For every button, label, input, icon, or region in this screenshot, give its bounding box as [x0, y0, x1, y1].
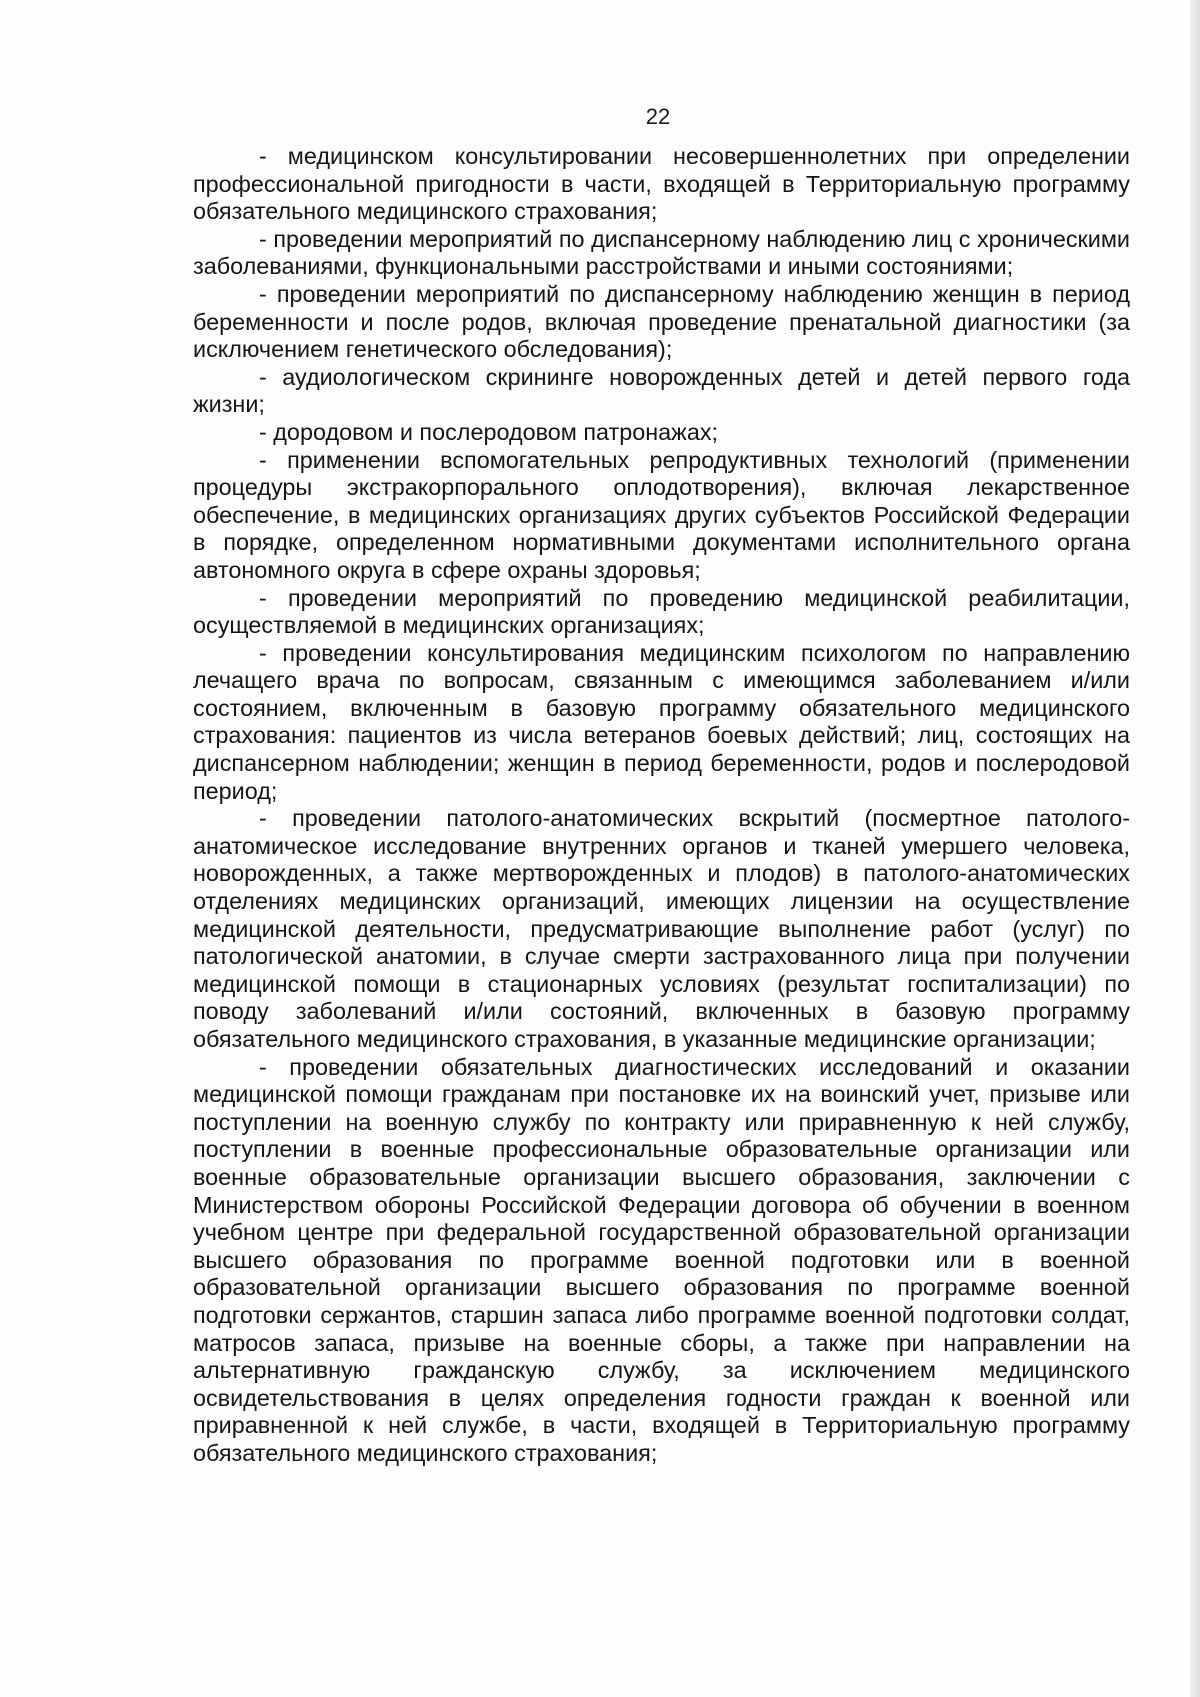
paragraph-4: - аудиологическом скрининге новорожденных детей и детей первого года жизни; [193, 363, 1130, 418]
paragraph-7: - проведении мероприятий по проведению медицинской реабилитации, осуществляемой в медицинских организациях; [193, 584, 1130, 639]
page-edge-shadow [1190, 0, 1200, 1697]
paragraph-3: - проведении мероприятий по диспансерному наблюдению женщин в период беременности и после родов, включая проведение пренатальной диагностики (за исключением генетического обследования); [193, 280, 1130, 363]
paragraph-10: - проведении обязательных диагностических исследований и оказании медицинской помощи гражданам при постановке их на воинский учет, призыве или поступлении на военную службу по контракту или приравненную к ней службу, поступлении в военные профессиональные образовательные организации или военные образовательные организации высшего образования, заключении с Министерством обороны Российской Федерации договора об обучении в военном учебном центре при федеральной государственной образовательной организации высшего образования по программе военной подготовки или в военной образовательной организации высшего образования по программе военной подготовки сержантов, старшин запаса либо программе военной подготовки солдат, матросов запаса, призыве на военные сборы, а также при направлении на альтернативную гражданскую службу, за исключением медицинского освидетельствования в целях определения годности граждан к военной или приравненной к ней службе, в части, входящей в Территориальную программу обязательного медицинского страхования; [193, 1053, 1130, 1466]
page-number: 22 [645, 104, 671, 129]
paragraph-2: - проведении мероприятий по диспансерному наблюдению лиц с хроническими заболеваниями, функциональными расстройствами и иными состояниями; [193, 225, 1130, 280]
paragraph-9: - проведении патолого-анатомических вскрытий (посмертное патолого-анатомическое исследование внутренних органов и тканей умершего человека, новорожденных, а также мертворожденных и плодов) в патолого-анатомических отделениях медицинских организаций, имеющих лицензии на осуществление медицинской деятельности, предусматривающие выполнение работ (услуг) по патологической анатомии, в случае смерти застрахованного лица при получении медицинской помощи в стационарных условиях (результат госпитализации) по поводу заболеваний и/или состояний, включенных в базовую программу обязательного медицинского страхования, в указанные медицинские организации; [193, 805, 1130, 1052]
paragraph-6: - применении вспомогательных репродуктивных технологий (применении процедуры экстракорпорального оплодотворения), включая лекарственное обеспечение, в медицинских организациях других субъектов Российской Федерации в порядке, определенном нормативными документами исполнительного органа автономного округа в сфере охраны здоровья; [193, 446, 1130, 583]
paragraph-8: - проведении консультирования медицинским психологом по направлению лечащего врача по вопросам, связанным с имеющимся заболеванием и/или состоянием, включенным в базовую программу обязательного медицинского страхования: пациентов из числа ветеранов боевых действий; лиц, состоящих на диспансерном наблюдении; женщин в период беременности, родов и послеродовой период; [193, 639, 1130, 804]
document-body [193, 143, 1130, 1468]
paragraph-5: - дородовом и послеродовом патронажах; [259, 418, 719, 445]
paragraph-1: - медицинском консультировании несовершеннолетних при определении профессиональной пригодности в части, входящей в Территориальную программу обязательного медицинского страхования; [193, 143, 1130, 225]
